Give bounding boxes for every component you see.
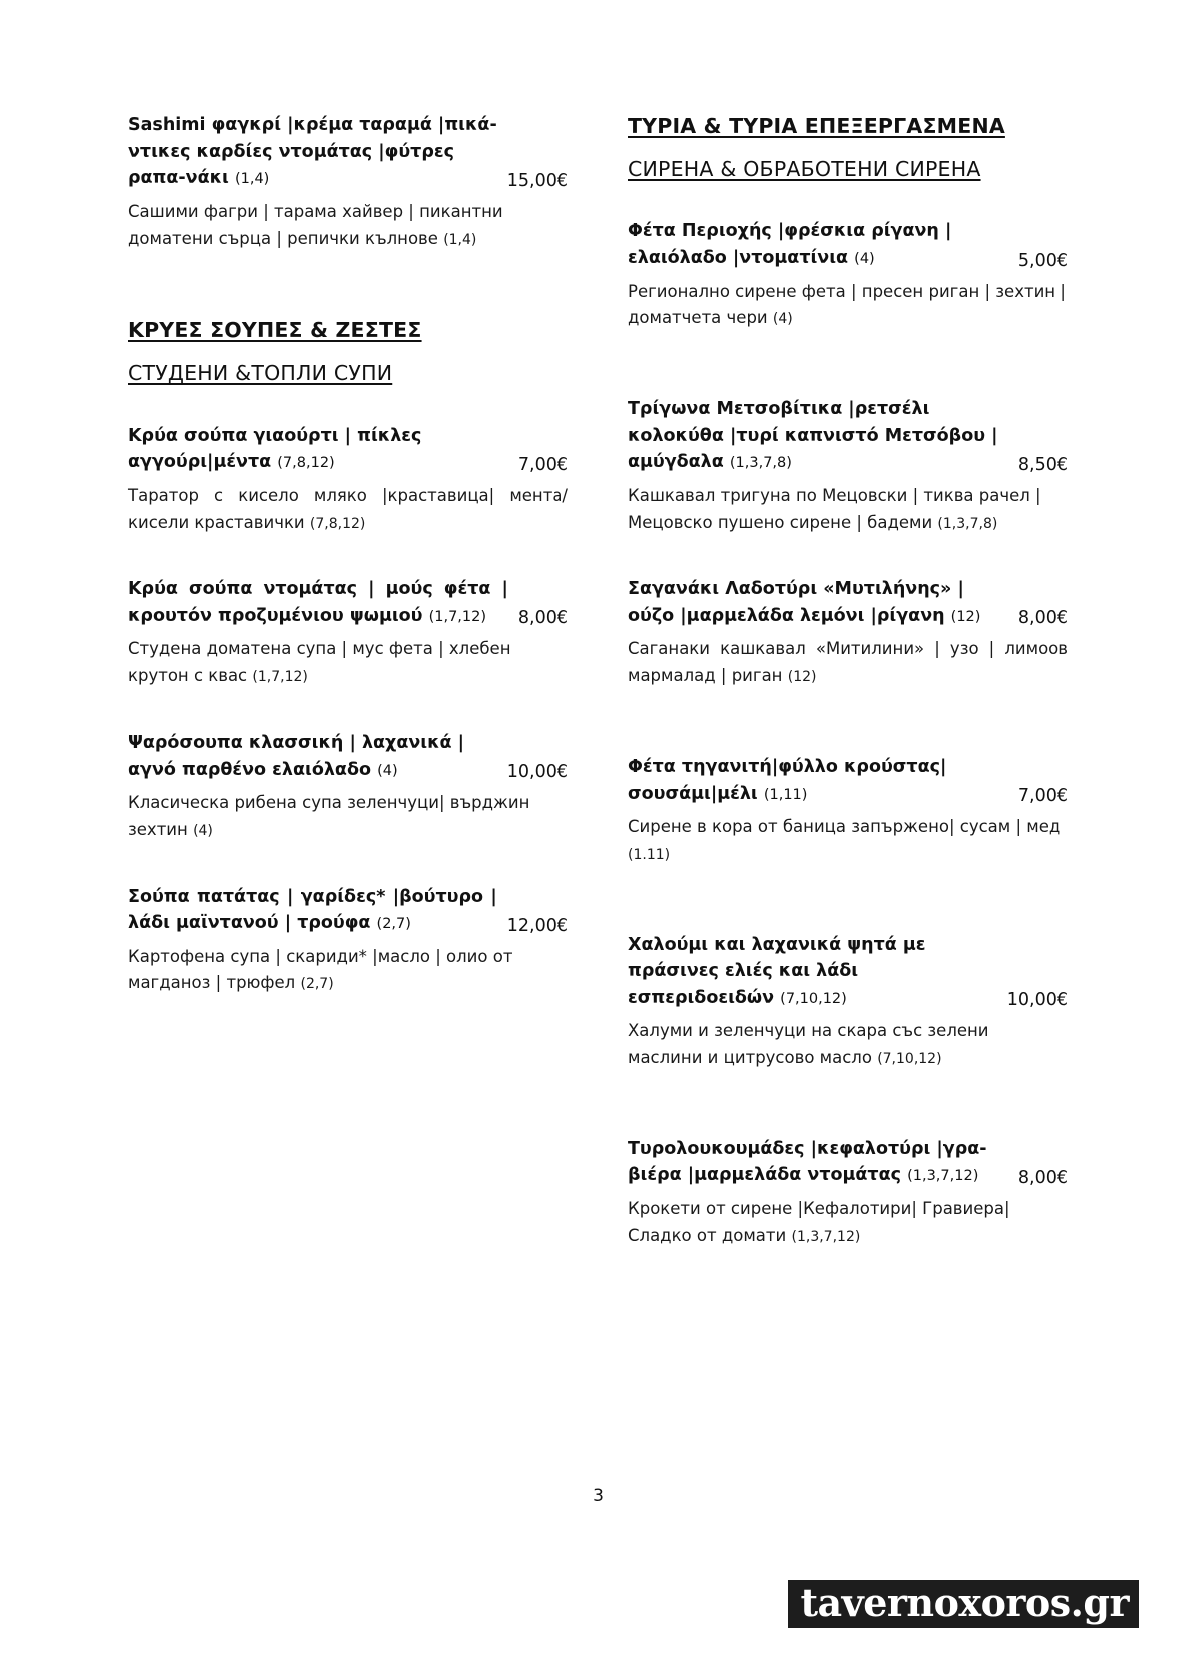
menu-item-row bbox=[628, 218, 1068, 271]
menu-item-description: Картофена супа | скариди* |масло | олио от магданоз | трюфел (2,7) bbox=[128, 946, 513, 993]
menu-item-allergens: (1,3,7,8) bbox=[729, 455, 792, 472]
menu-item-description-allergens: (4) bbox=[772, 311, 793, 328]
menu-item-price: 5,00€ bbox=[1017, 250, 1068, 271]
menu-item-description: Крокети от сирене |Кефалотири| Гравиера| Сладко от домати (1,3,7,12) bbox=[628, 1198, 1010, 1245]
spacer bbox=[628, 696, 1068, 754]
menu-item-row bbox=[628, 396, 1068, 476]
menu-item-allergens: (2,7) bbox=[376, 916, 411, 933]
menu-item-name: Τρίγωνα Μετσοβίτικα |ρετσέλι κολοκύθα |τυρί καπνιστό Μετσόβου |αμύγδαλα (1,3,7,8) bbox=[628, 399, 998, 473]
menu-item-name: Κρύα σούπα γιαούρτι | πίκλες αγγούρι|μέντα (7,8,12) bbox=[128, 425, 422, 473]
menu-item-name: Τυρολουκουμάδες |κεφαλοτύρι |γρα-βιέρα |μαρμελάδα ντομάτας (1,3,7,12) bbox=[628, 1138, 987, 1186]
menu-columns bbox=[128, 112, 1068, 1255]
menu-item-price: 7,00€ bbox=[1017, 786, 1068, 807]
menu-item-name: Χαλούμι και λαχανικά ψητά με πράσινες ελιές και λάδι εσπεριδοειδών (7,10,12) bbox=[628, 934, 926, 1008]
menu-item-allergens: (1,11) bbox=[763, 786, 808, 803]
menu-item-allergens: (4) bbox=[854, 251, 875, 268]
section-heading-soups-bg: СТУДЕНИ &ТОПЛИ СУПИ bbox=[128, 360, 393, 385]
menu-item-price: 8,00€ bbox=[517, 608, 568, 629]
spacer bbox=[628, 1078, 1068, 1136]
menu-item-price: 10,00€ bbox=[1006, 990, 1068, 1011]
menu-item-description-allergens: (4) bbox=[193, 822, 213, 839]
menu-item-description-allergens: (1,7,12) bbox=[252, 669, 308, 686]
spacer bbox=[128, 542, 568, 576]
spacer bbox=[628, 874, 1068, 932]
menu-item-description-allergens: (12) bbox=[787, 669, 817, 686]
menu-item bbox=[628, 932, 1068, 1072]
menu-item-description-allergens: (1,3,7,12) bbox=[791, 1228, 861, 1245]
menu-item-description: Регионално сирене фета | пресен риган | зехтин | доматчета чери (4) bbox=[628, 281, 1066, 328]
menu-item-price: 8,50€ bbox=[1017, 454, 1068, 475]
menu-item-description: Кашкавал тригуна по Мецовски | тиква рачел | Мецовско пушено сирене | бадеми (1,3,7,8) bbox=[628, 485, 1041, 532]
menu-item-allergens: (7,10,12) bbox=[780, 990, 847, 1007]
spacer bbox=[628, 338, 1068, 396]
menu-item-description: Сирене в кора от баница запържено| сусам | мед (1.11) bbox=[628, 817, 1061, 863]
menu-item-price: 8,00€ bbox=[1017, 608, 1068, 629]
menu-item-price: 10,00€ bbox=[506, 762, 568, 783]
spacer bbox=[128, 850, 568, 884]
menu-item bbox=[128, 576, 568, 690]
menu-item-allergens: (1,3,7,12) bbox=[907, 1168, 979, 1185]
menu-item-price: 8,00€ bbox=[1017, 1167, 1068, 1188]
menu-item-allergens: (1,7,12) bbox=[428, 608, 487, 625]
menu-item-row bbox=[628, 1136, 1068, 1189]
menu-item-row bbox=[128, 576, 568, 629]
menu-item-row bbox=[628, 754, 1068, 807]
menu-item-row bbox=[128, 112, 568, 192]
menu-item bbox=[628, 1136, 1068, 1250]
menu-item bbox=[628, 754, 1068, 868]
spacer bbox=[628, 184, 1068, 218]
menu-item bbox=[128, 423, 568, 537]
watermark-logo: tavernoxoros.gr bbox=[788, 1580, 1139, 1628]
menu-item-description: Саганаки кашкавал «Митилини» | узо | лимоов мармалад | риган (12) bbox=[628, 639, 1068, 686]
menu-item-description: Студена доматена супа | мус фета | хлебен крутон с квас (1,7,12) bbox=[128, 639, 511, 686]
section-heading-cheese-gr: ΤΥΡΙΑ & ΤΥΡΙΑ ΕΠΕΞΕΡΓΑΣΜΕΝΑ bbox=[628, 114, 1005, 138]
menu-item-description-allergens: (1.11) bbox=[628, 846, 671, 863]
section-heading-soups-gr: ΚΡΥΕΣ ΣΟΥΠΕΣ & ΖΕΣΤΕΣ bbox=[128, 318, 422, 343]
menu-item-row bbox=[128, 884, 568, 937]
menu-item-price: 7,00€ bbox=[517, 454, 568, 475]
menu-item-allergens: (12) bbox=[950, 608, 981, 625]
menu-item bbox=[628, 576, 1068, 690]
menu-item bbox=[128, 884, 568, 998]
menu-item bbox=[128, 730, 568, 844]
left-column bbox=[128, 112, 568, 1255]
menu-item-name: Κρύα σούπα ντομάτας | μούς φέτα | κρουτόν προζυμένιου ψωμιού (1,7,12) bbox=[128, 579, 508, 626]
spacer bbox=[128, 696, 568, 730]
menu-item-description: Таратор с кисело мляко |краставица| мента/ кисели краставички (7,8,12) bbox=[128, 485, 568, 532]
section-heading-cheese-bg: СИРЕНА & ОБРАБОТЕНИ СИРЕНА bbox=[628, 156, 981, 181]
spacer bbox=[628, 542, 1068, 576]
spacer bbox=[128, 258, 568, 316]
menu-item-row bbox=[628, 576, 1068, 629]
menu-item-name: Sashimi φαγκρί |κρέμα ταραμά |πικά-ντικες καρδίες ντομάτας |φύτρες ραπα-νάκι (1,4) bbox=[128, 115, 497, 189]
menu-item-description-allergens: (1,3,7,8) bbox=[937, 515, 998, 532]
menu-item-description-allergens: (7,10,12) bbox=[877, 1051, 942, 1068]
menu-item-description-allergens: (7,8,12) bbox=[309, 515, 366, 532]
menu-item bbox=[628, 396, 1068, 536]
menu-item-description: Халуми и зеленчуци на скара със зелени маслини и цитрусово масло (7,10,12) bbox=[628, 1021, 989, 1068]
menu-item-row bbox=[628, 932, 1068, 1012]
menu-item-description-allergens: (2,7) bbox=[300, 976, 334, 993]
menu-item-row bbox=[128, 730, 568, 783]
menu-item-description: Сашими фагри | тарама хайвер | пикантни доматени сърца | репички кълнове (1,4) bbox=[128, 201, 503, 248]
menu-item-allergens: (7,8,12) bbox=[277, 455, 335, 472]
menu-item-description: Класическа рибена супа зеленчуци| върджин зехтин (4) bbox=[128, 793, 530, 839]
menu-item-allergens: (1,4) bbox=[234, 171, 270, 188]
menu-item-price: 15,00€ bbox=[506, 170, 568, 191]
menu-item bbox=[128, 112, 568, 252]
menu-item-name: Σαγανάκι Λαδοτύρι «Μυτιλήνης» |ούζο |μαρμελάδα λεμόνι |ρίγανη (12) bbox=[628, 579, 981, 626]
menu-item bbox=[628, 218, 1068, 332]
menu-item-price: 12,00€ bbox=[506, 915, 568, 936]
spacer bbox=[128, 389, 568, 423]
right-column bbox=[628, 112, 1068, 1255]
page-number: 3 bbox=[593, 1486, 604, 1506]
menu-item-name: Φέτα Περιοχής |φρέσκια ρίγανη | ελαιόλαδο |ντοματίνια (4) bbox=[628, 221, 952, 269]
menu-item-name: Φέτα τηγανιτή|φύλλο κρούστας| σουσάμι|μέλι (1,11) bbox=[628, 756, 947, 804]
menu-item-allergens: (4) bbox=[377, 762, 398, 779]
menu-item-name: Ψαρόσουπα κλασσική | λαχανικά | αγνό παρθένο ελαιόλαδο (4) bbox=[128, 732, 465, 780]
menu-item-name: Σούπα πατάτας | γαρίδες* |βούτυρο |λάδι μαϊντανού | τρούφα (2,7) bbox=[128, 886, 497, 934]
menu-item-description-allergens: (1,4) bbox=[443, 231, 477, 248]
menu-item-row bbox=[128, 423, 568, 476]
